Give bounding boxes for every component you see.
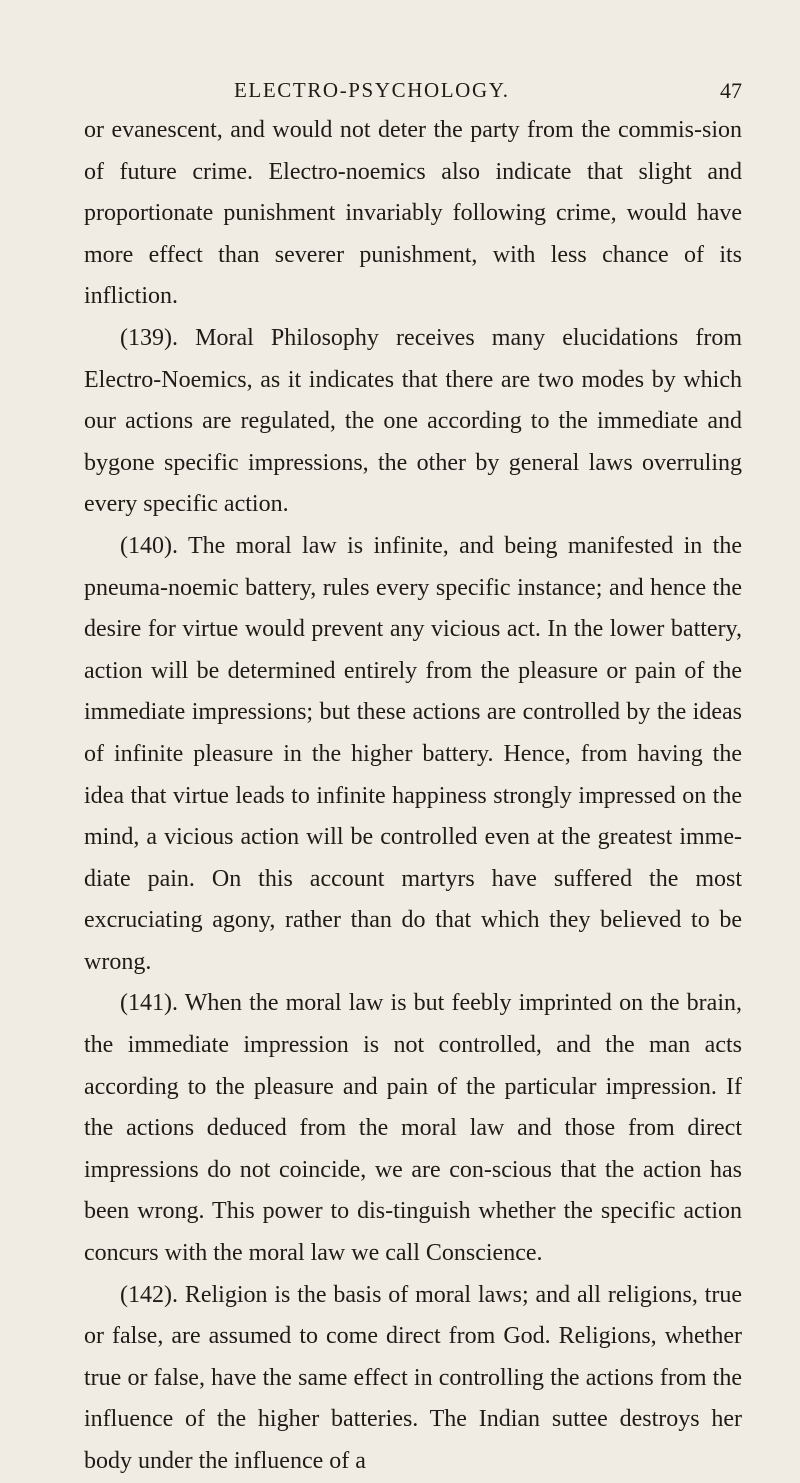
running-title: ELECTRO-PSYCHOLOGY. [234, 78, 510, 102]
paragraph-142: (142). Religion is the basis of moral laws; and all religions, true or false, are assumed to come direct from God. Religions, whether true or false, have the same effect in controlling the actions from the influence of the higher batteries. The Indian suttee destroys her body under the influence of a [84, 1281, 742, 1474]
paragraph-140: (140). The moral law is infinite, and being manifested in the pneuma-noemic battery, rules every specific instance; and hence the desire for virtue would prevent any vicious act. In the lower battery, action will be determined entirely from the pleasure or pain of the immediate impressions; but these actions are controlled by the ideas of infinite pleasure in the higher battery. Hence, from having the idea that virtue leads to infinite happiness strongly impressed on the mind, a vicious action will be controlled even at the greatest imme-diate pain. On this account martyrs have suffered the most excruciating agony, rather than do that which they believed to be wrong. [84, 532, 742, 975]
paragraph-141: (141). When the moral law is but feebly imprinted on the brain, the immediate impression is not controlled, and the man acts according to the pleasure and pain of the particular impression. If the actions deduced from the moral law and those from direct impressions do not coincide, we are con-scious that the action has been wrong. This power to dis-tinguish whether the specific action concurs with the moral law we call Conscience. [84, 990, 742, 1267]
running-head [84, 78, 742, 108]
body-text [84, 110, 742, 1483]
paragraph-139: (139). Moral Philosophy receives many elucidations from Electro-Noemics, as it indicates that there are two modes by which our actions are regulated, the one according to the immediate and bygone specific impressions, the other by general laws overruling every specific action. [84, 324, 742, 518]
page-number: 47 [720, 78, 742, 103]
paragraph-continuation: or evanescent, and would not deter the party from the commis-sion of future crime. Electro-noemics also indicate that slight and proportionate punishment invariably following crime, would have more effect than severer punishment, with less chance of its infliction. [84, 117, 742, 310]
